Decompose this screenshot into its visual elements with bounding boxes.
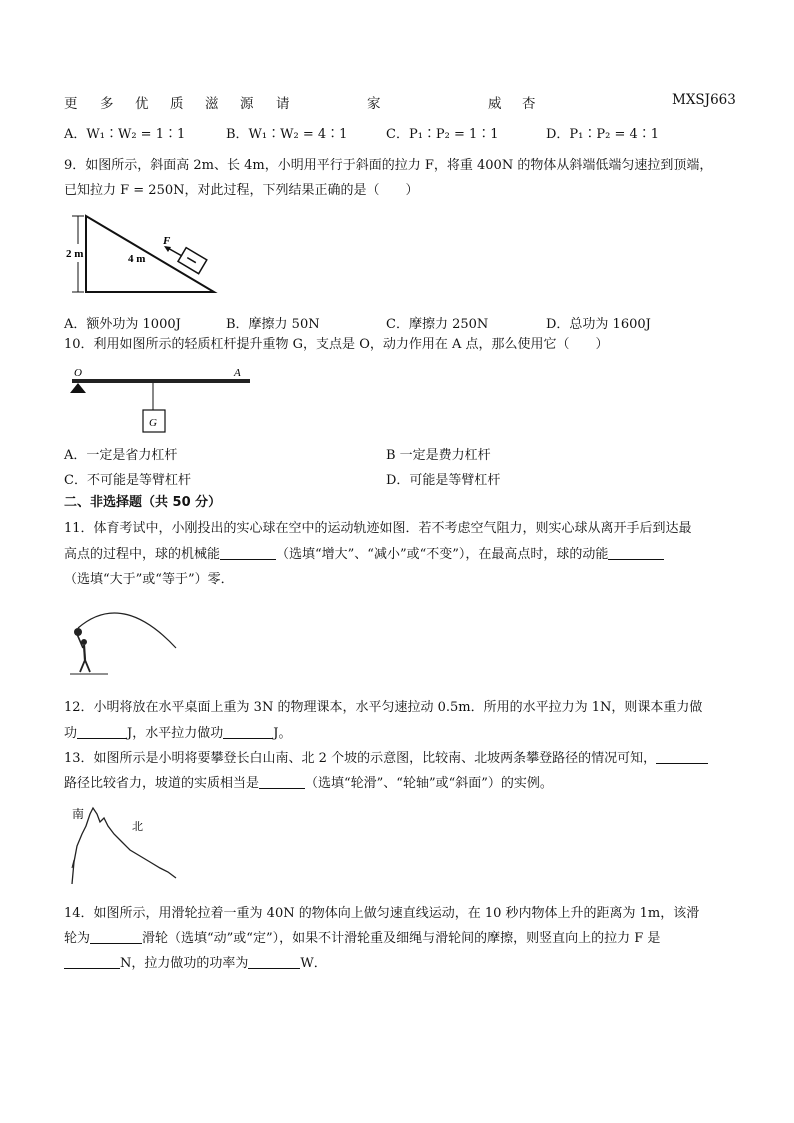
q13-text: 路径比较省力，坡道的实质相当是 xyxy=(64,776,260,791)
lever-figure xyxy=(64,362,260,438)
q13-stem-line2 xyxy=(64,774,553,794)
force-label: F xyxy=(163,235,171,247)
thrower-leg xyxy=(80,660,85,672)
q12-stem-line2 xyxy=(64,724,291,744)
q10-option-b: B 一定是费力杠杆 xyxy=(386,448,491,463)
q9-option-c: C．摩擦力 250N xyxy=(386,317,489,332)
header-char: 家 xyxy=(367,96,381,112)
q12-text: J。 xyxy=(273,726,292,741)
q14-text: N，拉力做功的功率为 xyxy=(120,956,249,971)
q8-option-c: C．P₁∶P₂ = 1∶1 xyxy=(386,127,499,142)
q14-text: 滑轮（选填“动”或“定”），如果不计滑轮重及细绳与滑轮间的摩擦，则竖直向上的拉力 F 是 xyxy=(142,931,661,946)
answer-blank[interactable] xyxy=(259,774,305,789)
north-label: 北 xyxy=(132,821,143,833)
q8-option-a: A．W₁∶W₂ = 1∶1 xyxy=(64,127,186,142)
end-label: A xyxy=(234,367,241,379)
header-char: 滋 xyxy=(205,96,219,112)
length-label: 4 m xyxy=(128,253,146,265)
header-char: 质 xyxy=(170,96,184,112)
answer-blank[interactable] xyxy=(656,749,708,764)
throw-trajectory-figure xyxy=(64,598,184,680)
q9-option-a: A．额外功为 1000J xyxy=(64,317,181,332)
q12-text: J，水平拉力做功 xyxy=(127,726,224,741)
answer-blank[interactable] xyxy=(608,545,664,560)
mountain-outline xyxy=(72,808,176,884)
header-char: 源 xyxy=(240,96,254,112)
q13-stem-line1 xyxy=(64,749,708,769)
answer-blank[interactable] xyxy=(220,545,276,560)
header-char: 威 xyxy=(488,96,502,112)
q11-stem-line2 xyxy=(64,545,664,565)
answer-blank[interactable] xyxy=(77,724,127,739)
q11-stem-line1: 11．体育考试中，小刚投出的实心球在空中的运动轨迹如图．若不考虑空气阻力，则实心球从离开手后到达最 xyxy=(64,521,692,536)
q9-option-d: D．总功为 1600J xyxy=(546,317,651,332)
trajectory-curve xyxy=(78,613,176,648)
south-label: 南 xyxy=(72,807,85,821)
q8-option-d: D．P₁∶P₂ = 4∶1 xyxy=(546,127,660,142)
thrower-body xyxy=(84,645,85,660)
q10-stem: 10．利用如图所示的轻质杠杆提升重物 G，支点是 O，动力作用在 A 点，那么使用它（ ） xyxy=(64,337,609,352)
q14-text: W． xyxy=(300,956,327,971)
thrower-leg xyxy=(85,660,90,672)
answer-blank[interactable] xyxy=(223,724,273,739)
mountain-figure xyxy=(64,800,184,888)
answer-blank[interactable] xyxy=(90,929,142,944)
q12-stem-line1: 12．小明将放在水平桌面上重为 3N 的物理课本，水平匀速拉动 0.5m．所用的水平拉力为 1N，则课本重力做 xyxy=(64,700,703,715)
header-char: 多 xyxy=(100,96,114,112)
header-char: 请 xyxy=(276,96,290,112)
q13-text: 13．如图所示是小明将要攀登长白山南、北 2 个坡的示意图，比较南、北坡两条攀登路径的情况可知， xyxy=(64,751,657,766)
q9-stem-line1: 9．如图所示，斜面高 2m、长 4m，小明用平行于斜面的拉力 F，将重 400N 的物体从斜端低端匀速拉到顶端， xyxy=(64,158,713,173)
q11-text: （选填“增大”、“减小”或“不变”），在最高点时，球的动能 xyxy=(276,547,609,562)
fulcrum xyxy=(70,383,86,393)
q14-stem-line2 xyxy=(64,929,660,949)
q10-option-c: C．不可能是等臂杠杆 xyxy=(64,473,191,488)
header-code: MXSJ663 xyxy=(672,92,736,108)
q13-text: （选填“轮滑”、“轮轴”或“斜面”）的实例。 xyxy=(305,776,553,791)
lever-bar xyxy=(72,379,250,383)
q10-option-d: D．可能是等臂杠杆 xyxy=(386,473,501,488)
q11-text: 高点的过程中，球的机械能 xyxy=(64,547,221,562)
q12-text: 功 xyxy=(64,726,78,741)
q9-option-b: B．摩擦力 50N xyxy=(226,317,320,332)
answer-blank[interactable] xyxy=(64,954,120,969)
section-heading: 二、非选择题（共 50 分） xyxy=(64,495,222,510)
incline-figure xyxy=(64,208,224,300)
q9-stem-line2: 已知拉力 F = 250N，对此过程，下列结果正确的是（ ） xyxy=(64,183,419,198)
q14-stem-line1: 14．如图所示，用滑轮拉着一重为 40N 的物体向上做匀速直线运动，在 10 秒内物体上升的距离为 1m，该滑 xyxy=(64,906,700,921)
height-label: 2 m xyxy=(66,248,84,260)
header-char: 杏 xyxy=(522,96,536,112)
answer-blank[interactable] xyxy=(248,954,300,969)
q14-text: 轮为 xyxy=(64,931,91,946)
q10-option-a: A．一定是省力杠杆 xyxy=(64,448,178,463)
incline-block xyxy=(178,248,207,274)
pivot-label: O xyxy=(74,367,82,379)
header-char: 优 xyxy=(135,96,149,112)
q8-option-b: B．W₁∶W₂ = 4∶1 xyxy=(226,127,348,142)
q11-stem-line3: （选填“大于”或“等于”）零． xyxy=(64,572,234,587)
weight-label: G xyxy=(149,417,157,429)
header-char: 更 xyxy=(64,96,78,112)
q14-stem-line3 xyxy=(64,954,327,974)
